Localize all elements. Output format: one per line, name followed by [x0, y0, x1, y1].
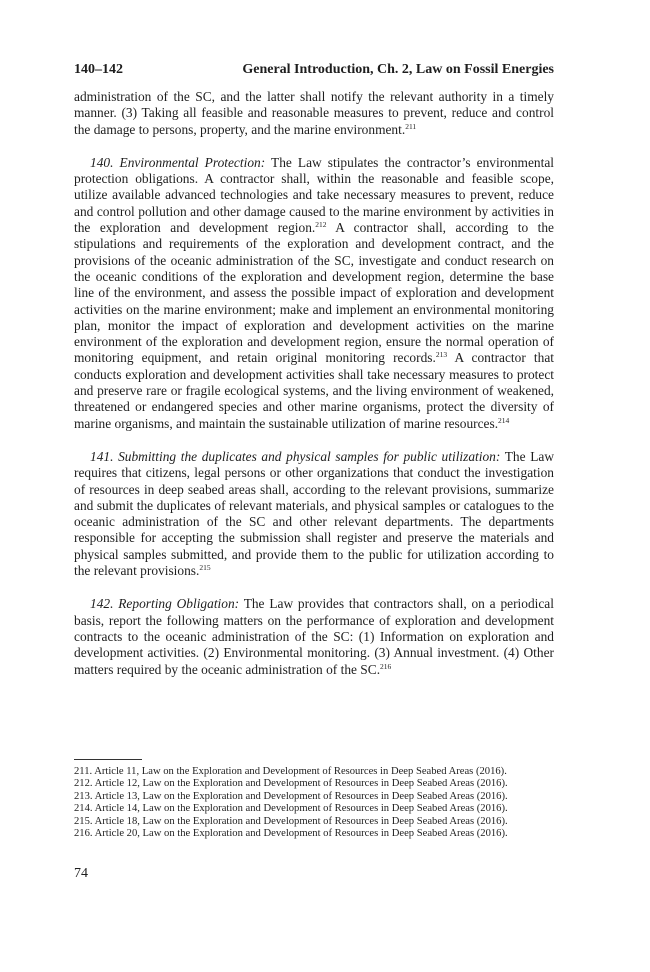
footnotes — [74, 766, 554, 840]
footnote: 213. Article 13, Law on the Exploration and Development of Resources in Deep Seabed Areas (2016). — [74, 790, 508, 802]
page-number: 74 — [74, 866, 88, 881]
footnote-ref: 211 — [405, 121, 417, 131]
section-heading: 141. Submitting the duplicates and physical samples for public utilization: — [90, 448, 501, 464]
body-text — [74, 89, 554, 678]
footnote-ref: 216 — [380, 661, 392, 671]
footnote-divider — [74, 759, 142, 760]
footnote: 212. Article 12, Law on the Exploration and Development of Resources in Deep Seabed Areas (2016). — [74, 778, 508, 790]
continuation-paragraph: administration of the SC, and the latter shall notify the relevant authority in a timely manner. (3) Taking all feasible and reasonable measures to prevent, reduce and control the damage to persons, property, and the marine environment.$^{211}$ — [74, 89, 554, 137]
footnote-ref: 214 — [498, 415, 510, 425]
section-heading: 140. Environmental Protection: — [90, 154, 266, 170]
section-heading: 142. Reporting Obligation: — [90, 596, 240, 612]
footnote: 216. Article 20, Law on the Exploration and Development of Resources in Deep Seabed Areas (2016). — [74, 828, 508, 840]
page-content — [74, 62, 554, 695]
section-141: 141. Submitting the duplicates and physical samples for public utilization: The Law requires that citizens, legal persons or other organizations that conduct the investigation of resources in deep seabed areas shall, according to the relevant provisions, summarize and submit the duplicates of relevant materials, and physical samples or catalogues to the oceanic administration of the SC and other relevant departments. The departments responsible for accepting the submission shall register and preserve the materials and physical samples submitted, and provide them to the public for utilization according to the relevant provisions.$^{215}$ — [74, 448, 554, 579]
footnote-ref: 212 — [315, 220, 327, 230]
footnote: 211. Article 11, Law on the Exploration and Development of Resources in Deep Seabed Areas (2016). — [74, 766, 507, 777]
paragraph-range: 140–142 — [74, 62, 123, 77]
footnote-ref: 213 — [435, 350, 448, 360]
section-140: 140. Environmental Protection: The Law stipulates the contractor’s environmental protection obligations. A contractor shall, within the reasonable and feasible scope, utilize available advanced technologies and take necessary measures to prevent, reduce and control pollution and other damage caused to the marine environment by activities in the exploration and development region.$^{212}$ A contractor shall, according to the stipulations and requirements of the exploration and development contract, and the provisions of the oceanic administration of the SC, investigate and conduct research on the oceanic conditions of the exploration and development region, determine the base line of the environment, and assess the possible impact of exploration and development activities on the marine environment; make and implement an environmental monitoring plan, monitor the impact of exploration and development activities on the marine environment of the exploration and development region, ensure the normal operation of monitoring equipment, and retain original monitoring records.$^{213}$ A contractor that conducts exploration and development activities shall take necessary measures to protect and preserve rare or fragile ecological systems, and the living environment of weakened, threatened or endangered species and other marine organisms, protect the diversity of marine organisms, and maintain the sustainable utilization of marine resources.$^{214}$ — [74, 154, 555, 431]
footnote: 215. Article 18, Law on the Exploration and Development of Resources in Deep Seabed Areas (2016). — [74, 815, 508, 827]
chapter-title: General Introduction, Ch. 2, Law on Fossil Energies — [242, 62, 554, 77]
footnote-ref: 215 — [199, 563, 211, 573]
section-142: 142. Reporting Obligation: The Law provides that contractors shall, on a periodical basis, report the following matters on the performance of exploration and development contracts to the oceanic administration of the SC: (1) Information on exploration and development activities. (2) Environmental monitoring. (3) Annual investment. (4) Other matters required by the oceanic administration of the SC.$^{216}$ — [74, 596, 554, 677]
running-header — [74, 62, 554, 84]
footnote: 214. Article 14, Law on the Exploration and Development of Resources in Deep Seabed Areas (2016). — [74, 803, 508, 815]
